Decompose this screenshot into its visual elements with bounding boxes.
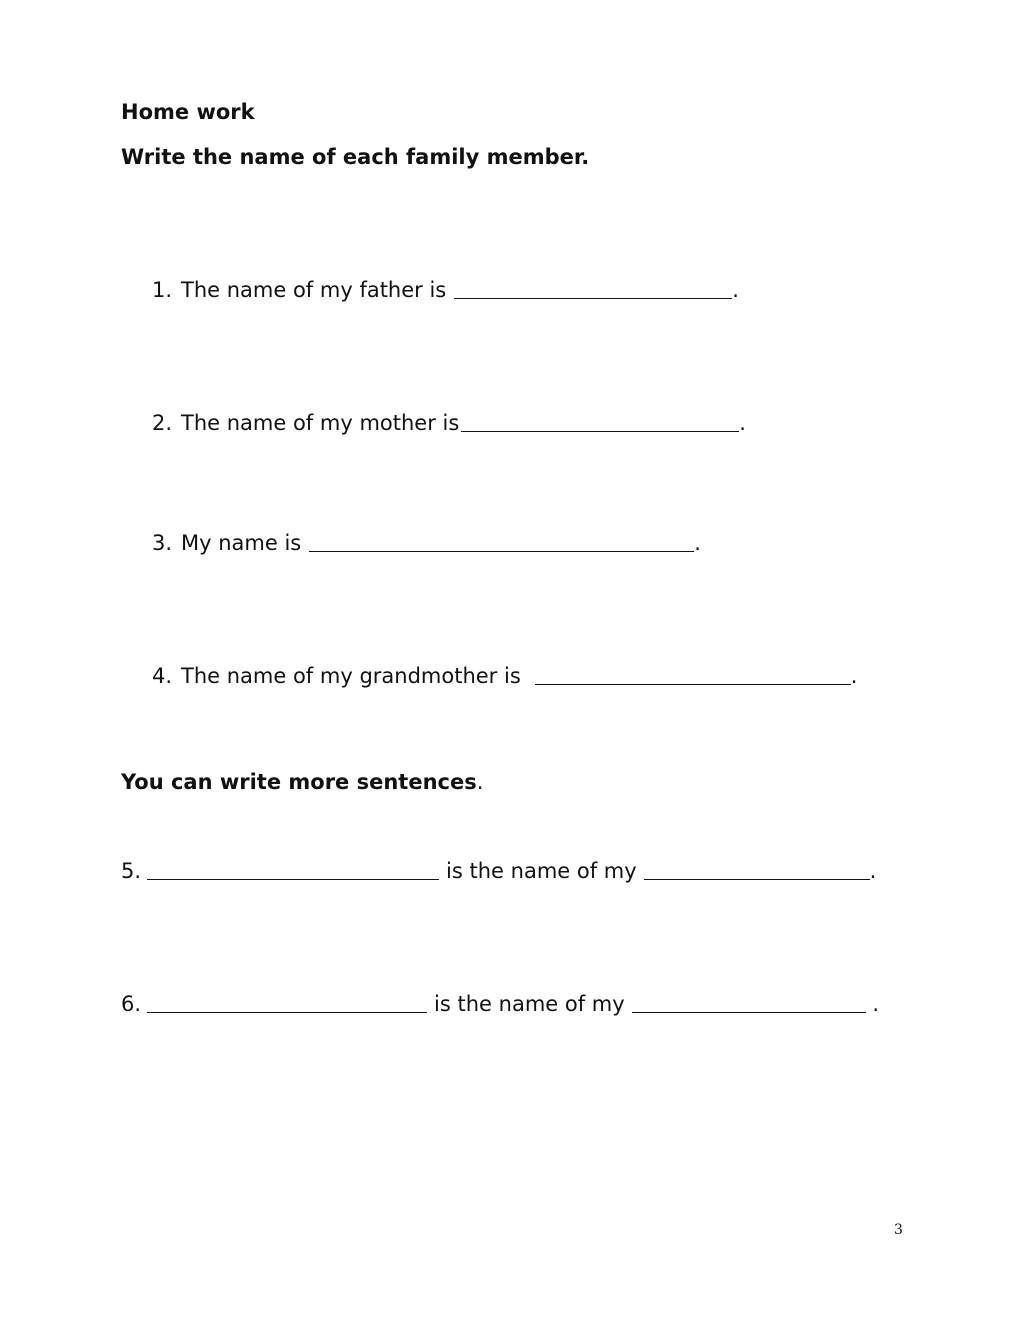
answer-blank[interactable] xyxy=(632,1011,866,1013)
item-middle: is the name of my xyxy=(434,992,625,1016)
more-heading-end: . xyxy=(476,770,484,794)
list-item xyxy=(152,278,739,302)
more-heading-text: You can write more sentences xyxy=(121,770,477,794)
item-number: 6. xyxy=(121,992,142,1016)
list-item xyxy=(121,992,879,1016)
answer-blank[interactable] xyxy=(147,878,439,880)
item-text: My name is xyxy=(181,531,302,555)
item-middle: is the name of my xyxy=(446,859,637,883)
more-sentences-heading xyxy=(121,770,483,794)
item-end: . xyxy=(694,531,701,555)
item-number: 4. xyxy=(152,664,173,688)
answer-blank[interactable] xyxy=(147,1011,427,1013)
answer-blank[interactable] xyxy=(454,297,732,299)
answer-blank[interactable] xyxy=(644,878,870,880)
item-number: 5. xyxy=(121,859,142,883)
item-number: 1. xyxy=(152,278,173,302)
item-number: 2. xyxy=(152,411,173,435)
instruction: Write the name of each family member. xyxy=(121,145,590,169)
list-item xyxy=(152,411,746,435)
homework-title: Home work xyxy=(121,100,255,124)
item-number: 3. xyxy=(152,531,173,555)
list-item xyxy=(121,859,876,883)
item-text: The name of my father is xyxy=(181,278,447,302)
page-number: 3 xyxy=(894,1222,903,1238)
item-text: The name of my grandmother is xyxy=(181,664,521,688)
list-item xyxy=(152,531,701,555)
item-end: . xyxy=(865,992,880,1016)
item-end: . xyxy=(739,411,746,435)
answer-blank[interactable] xyxy=(535,683,851,685)
answer-blank[interactable] xyxy=(309,550,694,552)
answer-blank[interactable] xyxy=(461,430,739,432)
list-item xyxy=(152,664,857,688)
item-text: The name of my mother is xyxy=(181,411,460,435)
item-end: . xyxy=(869,859,877,883)
item-end: . xyxy=(850,664,858,688)
item-end: . xyxy=(732,278,739,302)
